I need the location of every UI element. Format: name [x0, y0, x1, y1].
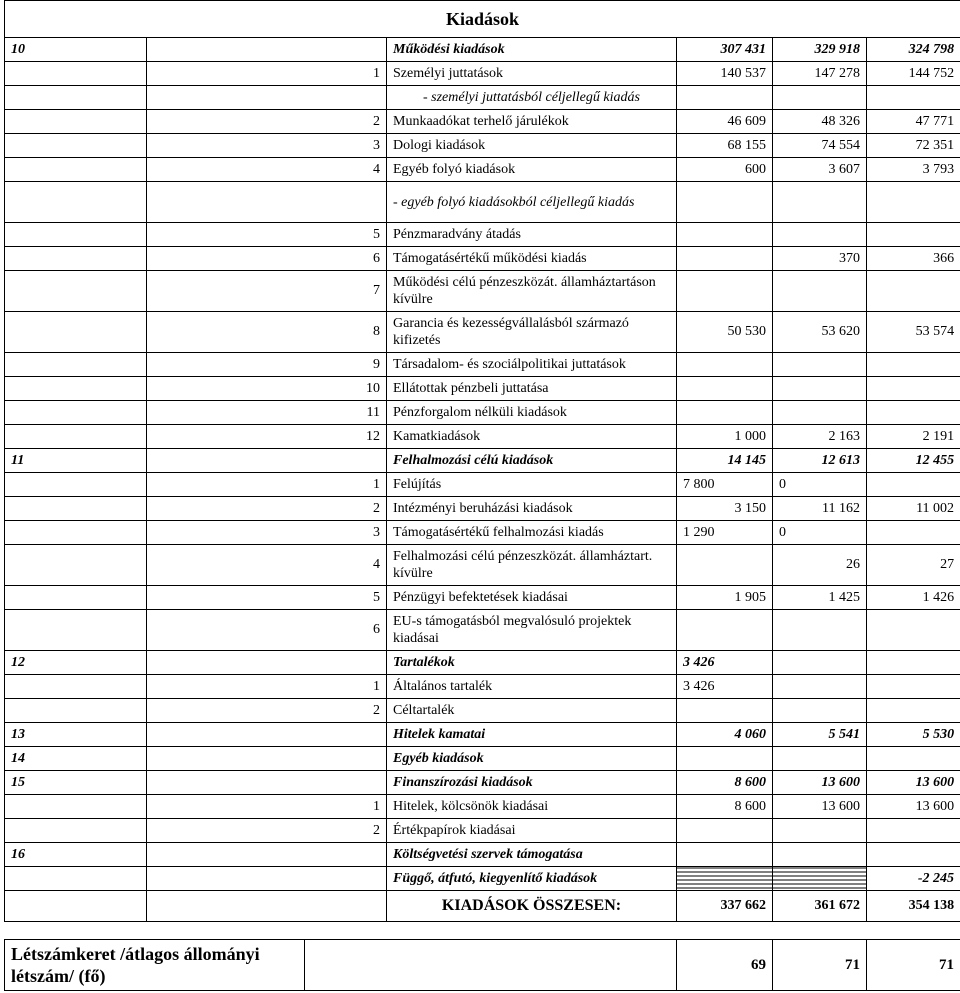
row-code: 2	[147, 699, 387, 723]
row-code: 6	[147, 610, 387, 651]
row-value-2: 2 163	[773, 425, 867, 449]
row-value-1: 1 905	[677, 586, 773, 610]
row-code: 12	[147, 425, 387, 449]
row-label: Dologi kiadások	[387, 134, 677, 158]
row-label: - személyi juttatásból céljellegű kiadás	[387, 86, 677, 110]
row-value-2: 13 600	[773, 771, 867, 795]
row-label: Intézményi beruházási kiadások	[387, 497, 677, 521]
row-value-1: 50 530	[677, 312, 773, 353]
row-code: 10	[147, 377, 387, 401]
row-label: Hitelek kamatai	[387, 723, 677, 747]
table-row	[5, 38, 960, 62]
table-row	[5, 110, 960, 134]
row-value-3: 27	[867, 545, 960, 586]
table-row	[5, 610, 960, 651]
row-label: Felújítás	[387, 473, 677, 497]
row-code: 1	[147, 62, 387, 86]
table-title: Kiadások	[5, 1, 960, 38]
expenditure-table	[4, 0, 960, 922]
row-value-2: 0	[773, 473, 867, 497]
table-row	[5, 747, 960, 771]
row-code: 5	[147, 586, 387, 610]
row-value-1: 8 600	[677, 795, 773, 819]
row-code: 1	[147, 795, 387, 819]
row-code: 1	[147, 675, 387, 699]
row-value-1: 7 800	[677, 473, 773, 497]
row-value-3: 324 798	[867, 38, 960, 62]
row-code: 13	[5, 723, 147, 747]
row-code: 2	[147, 497, 387, 521]
row-label: Munkaadókat terhelő járulékok	[387, 110, 677, 134]
total-label: KIADÁSOK ÖSSZESEN:	[387, 891, 677, 922]
table-row	[5, 247, 960, 271]
row-code: 11	[5, 449, 147, 473]
row-code: 4	[147, 545, 387, 586]
table-row	[5, 271, 960, 312]
row-code: 2	[147, 110, 387, 134]
staff-value-2: 71	[773, 940, 867, 991]
row-value-1: 600	[677, 158, 773, 182]
row-value-3: 53 574	[867, 312, 960, 353]
staff-value-1: 69	[677, 940, 773, 991]
row-value-1: 307 431	[677, 38, 773, 62]
row-label: Társadalom- és szociálpolitikai juttatások	[387, 353, 677, 377]
row-value-1: 8 600	[677, 771, 773, 795]
row-label: Tartalékok	[387, 651, 677, 675]
staff-row	[5, 940, 960, 991]
table-row	[5, 545, 960, 586]
row-label: Céltartalék	[387, 699, 677, 723]
row-value-1: 14 145	[677, 449, 773, 473]
row-code: 12	[5, 651, 147, 675]
row-label: EU-s támogatásból megvalósuló projektek kiadásai	[387, 610, 677, 651]
row-value-3: 1 426	[867, 586, 960, 610]
row-label: Értékpapírok kiadásai	[387, 819, 677, 843]
row-label: Függő, átfutó, kiegyenlítő kiadások	[387, 867, 677, 891]
row-value-2: 370	[773, 247, 867, 271]
row-label: Működési célú pénzeszközát. államháztartáson kívülre	[387, 271, 677, 312]
row-label: Támogatásértékű felhalmozási kiadás	[387, 521, 677, 545]
row-label: Pénzmaradvány átadás	[387, 223, 677, 247]
table-row	[5, 699, 960, 723]
row-code: 1	[147, 473, 387, 497]
row-value-3: -2 245	[867, 867, 960, 891]
row-label: Pénzforgalom nélküli kiadások	[387, 401, 677, 425]
row-value-1: 1 000	[677, 425, 773, 449]
total-value-3: 354 138	[867, 891, 960, 922]
row-value-2: 48 326	[773, 110, 867, 134]
table-row	[5, 86, 960, 110]
row-code: 8	[147, 312, 387, 353]
row-value-2: 147 278	[773, 62, 867, 86]
table-row	[5, 182, 960, 223]
row-code: 4	[147, 158, 387, 182]
row-label: Kamatkiadások	[387, 425, 677, 449]
row-label: Pénzügyi befektetések kiadásai	[387, 586, 677, 610]
row-label: Finanszírozási kiadások	[387, 771, 677, 795]
total-value-2: 361 672	[773, 891, 867, 922]
total-row	[5, 891, 960, 922]
row-code: 7	[147, 271, 387, 312]
row-code: 3	[147, 134, 387, 158]
row-value-1: 68 155	[677, 134, 773, 158]
row-value-2: 11 162	[773, 497, 867, 521]
table-title-row	[5, 1, 960, 38]
row-value-1: 1 290	[677, 521, 773, 545]
row-value-3: 12 455	[867, 449, 960, 473]
row-code: 5	[147, 223, 387, 247]
hatched-cell	[677, 867, 773, 891]
row-value-2: 26	[773, 545, 867, 586]
row-value-3: 2 191	[867, 425, 960, 449]
row-label: Személyi juttatások	[387, 62, 677, 86]
row-value-3: 144 752	[867, 62, 960, 86]
row-value-3: 13 600	[867, 795, 960, 819]
row-label: Felhalmozási célú pénzeszközát. államháztart. kívülre	[387, 545, 677, 586]
table-row	[5, 497, 960, 521]
row-label: Költségvetési szervek támogatása	[387, 843, 677, 867]
staff-table	[4, 939, 960, 991]
table-row	[5, 473, 960, 497]
staff-value-3: 71	[867, 940, 960, 991]
row-code: 14	[5, 747, 147, 771]
hatched-cell	[773, 867, 867, 891]
row-value-3: 13 600	[867, 771, 960, 795]
total-value-1: 337 662	[677, 891, 773, 922]
row-value-2: 0	[773, 521, 867, 545]
table-row	[5, 401, 960, 425]
row-label: Felhalmozási célú kiadások	[387, 449, 677, 473]
row-value-3: 5 530	[867, 723, 960, 747]
row-label: Hitelek, kölcsönök kiadásai	[387, 795, 677, 819]
row-value-3: 3 793	[867, 158, 960, 182]
row-value-3: 11 002	[867, 497, 960, 521]
table-row	[5, 675, 960, 699]
row-label: - egyéb folyó kiadásokból céljellegű kiadás	[387, 182, 677, 223]
table-row	[5, 723, 960, 747]
row-label: Általános tartalék	[387, 675, 677, 699]
row-code: 2	[147, 819, 387, 843]
table-row	[5, 449, 960, 473]
table-row	[5, 586, 960, 610]
row-label: Garancia és kezességvállalásból származó kifizetés	[387, 312, 677, 353]
table-row	[5, 819, 960, 843]
row-code: 16	[5, 843, 147, 867]
row-value-3: 366	[867, 247, 960, 271]
row-code: 15	[5, 771, 147, 795]
row-value-2: 53 620	[773, 312, 867, 353]
row-value-1: 3 426	[677, 675, 773, 699]
table-row	[5, 62, 960, 86]
table-row	[5, 312, 960, 353]
row-label: Működési kiadások	[387, 38, 677, 62]
row-value-1: 140 537	[677, 62, 773, 86]
row-value-2: 13 600	[773, 795, 867, 819]
table-row	[5, 651, 960, 675]
row-value-2: 1 425	[773, 586, 867, 610]
table-row	[5, 795, 960, 819]
row-value-1: 4 060	[677, 723, 773, 747]
table-row	[5, 134, 960, 158]
row-label: Ellátottak pénzbeli juttatása	[387, 377, 677, 401]
row-value-2: 5 541	[773, 723, 867, 747]
row-value-3: 47 771	[867, 110, 960, 134]
row-value-1: 3 150	[677, 497, 773, 521]
row-value-2: 3 607	[773, 158, 867, 182]
row-code: 10	[5, 38, 147, 62]
table-row	[5, 521, 960, 545]
row-value-2: 12 613	[773, 449, 867, 473]
table-row	[5, 867, 960, 891]
row-value-3: 72 351	[867, 134, 960, 158]
table-row	[5, 843, 960, 867]
row-code: 9	[147, 353, 387, 377]
row-label: Egyéb folyó kiadások	[387, 158, 677, 182]
table-row	[5, 771, 960, 795]
table-row	[5, 353, 960, 377]
table-row	[5, 158, 960, 182]
table-row	[5, 425, 960, 449]
staff-label: Létszámkeret /átlagos állományi létszám/ (fő)	[5, 940, 305, 991]
row-value-1: 46 609	[677, 110, 773, 134]
row-value-2: 74 554	[773, 134, 867, 158]
row-value-1: 3 426	[677, 651, 773, 675]
row-code: 3	[147, 521, 387, 545]
row-label: Támogatásértékű működési kiadás	[387, 247, 677, 271]
row-code: 6	[147, 247, 387, 271]
row-code: 11	[147, 401, 387, 425]
table-row	[5, 223, 960, 247]
table-row	[5, 377, 960, 401]
row-label: Egyéb kiadások	[387, 747, 677, 771]
row-value-2: 329 918	[773, 38, 867, 62]
